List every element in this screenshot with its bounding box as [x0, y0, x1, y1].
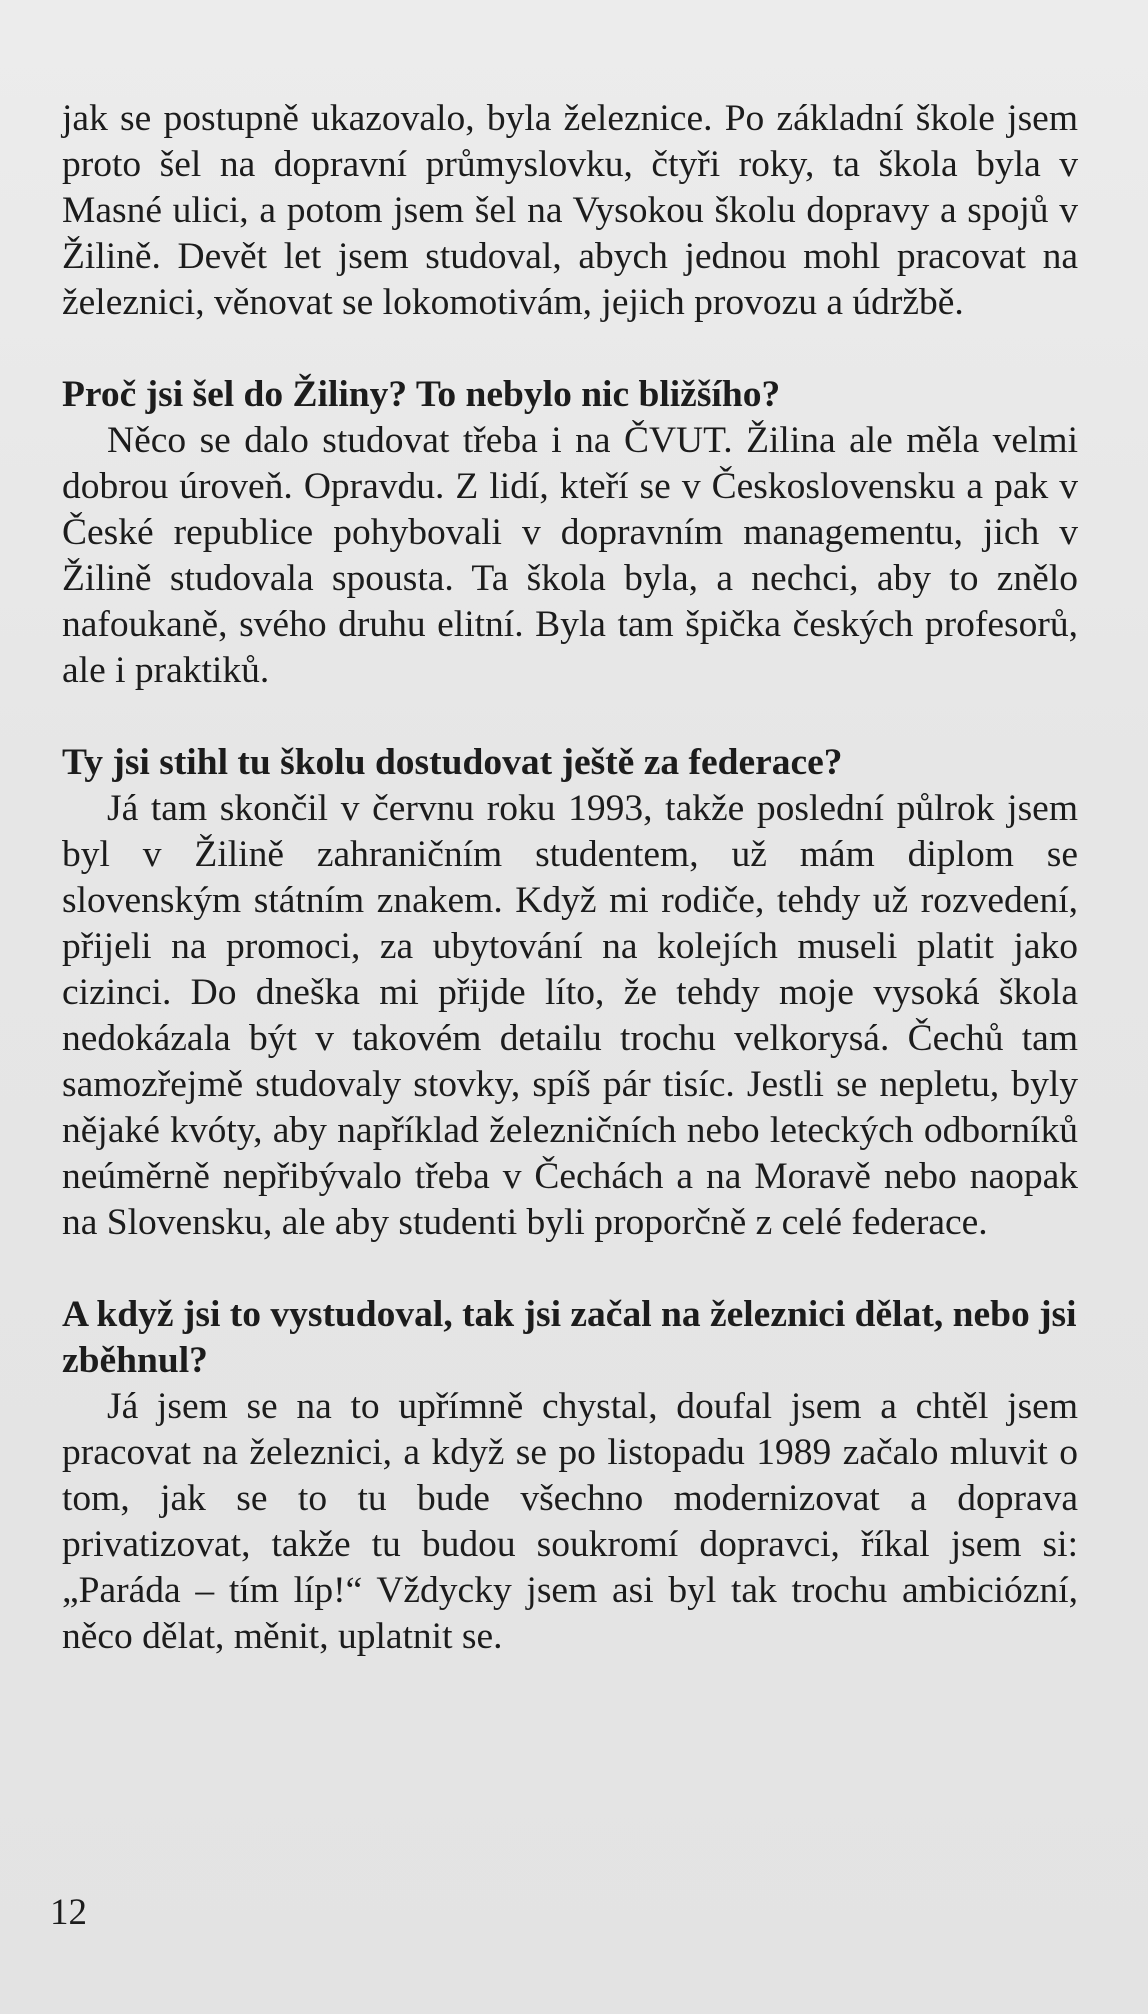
- page-number: 12: [50, 1892, 87, 1933]
- question-2: Ty jsi stihl tu školu dostudovat ještě za federace?: [62, 742, 843, 783]
- question-3: A když jsi to vystudoval, tak jsi začal na železnici dělat, nebo jsi zběhnul?: [62, 1294, 1077, 1381]
- qa-block-2: [62, 740, 1078, 1246]
- question-1: Proč jsi šel do Žiliny? To nebylo nic bližšího?: [62, 374, 781, 415]
- qa-block-3: [62, 1292, 1078, 1660]
- answer-3: Já jsem se na to upřímně chystal, doufal jsem a chtěl jsem pracovat na železnici, a když se po listopadu 1989 začalo mluvit o tom, jak se to tu bude všechno modernizovat a doprava privatizovat, takže tu budou soukromí dopravci, říkal jsem si: „Paráda – tím líp!“ Vždycky jsem asi byl tak trochu ambiciózní, něco dělat, měnit, uplatnit se.: [62, 1386, 1078, 1657]
- intro-paragraph: jak se postupně ukazovalo, byla železnice. Po základní škole jsem proto šel na dopravní průmyslovku, čtyři roky, ta škola byla v Masné ulici, a potom jsem šel na Vysokou školu dopravy a spojů v Žilině. Devět let jsem studoval, abych jednou mohl pracovat na železnici, věnovat se lokomotivám, jejich provozu a údržbě.: [62, 98, 1078, 323]
- book-page: [62, 96, 1078, 1706]
- answer-2: Já tam skončil v červnu roku 1993, takže poslední půlrok jsem byl v Žilině zahraničním studentem, už mám diplom se slovenským státním znakem. Když mi rodiče, tehdy už rozvedení, přijeli na promoci, za ubytování na kolejích museli platit jako cizinci. Do dneška mi přijde líto, že tehdy moje vysoká škola nedokázala být v takovém detailu trochu velkorysá. Čechů tam samozřejmě studovaly stovky, spíš pár tisíc. Jestli se nepletu, byly nějaké kvóty, aby například železničních nebo leteckých odborníků neúměrně nepřibývalo třeba v Čechách a na Moravě nebo naopak na Slovensku, ale aby studenti byli proporčně z celé federace.: [62, 788, 1078, 1243]
- answer-1: Něco se dalo studovat třeba i na ČVUT. Žilina ale měla velmi dobrou úroveň. Opravdu. Z lidí, kteří se v Československu a pak v České republice pohybovali v dopravním managementu, jich v Žilině studovala spousta. Ta škola byla, a nechci, aby to znělo nafoukaně, svého druhu elitní. Byla tam špička českých profesorů, ale i praktiků.: [62, 420, 1078, 691]
- qa-block-1: [62, 372, 1078, 694]
